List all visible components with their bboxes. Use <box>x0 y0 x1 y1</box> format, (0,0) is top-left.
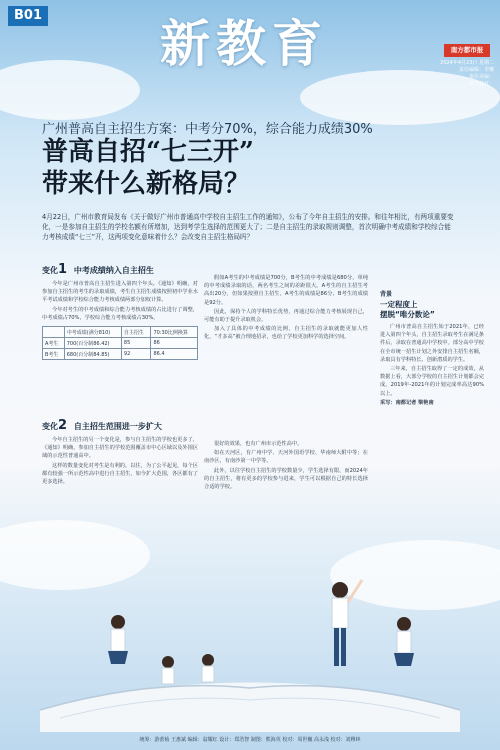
headline <box>42 136 422 200</box>
change-number: 1 <box>58 262 68 277</box>
headline-line-2: 带来什么新格局？ <box>42 169 251 199</box>
sidebar-title-line-1: 一定程度上 <box>380 300 418 309</box>
background-sidebar <box>380 290 484 407</box>
table-header-row <box>43 327 198 338</box>
byline: 采写：南都记者 梁艳南 <box>380 399 434 406</box>
paragraph: 加入了具体的中考成绩的比例，自主招生的录取就能更加人性化，“才多高”被合理地招录，也给了学校更加科学的选择空间。 <box>204 326 368 341</box>
change-1-heading <box>42 262 198 277</box>
table-row <box>43 349 198 360</box>
students-on-book-illustration <box>0 560 500 732</box>
kicker: 广州普高自主招生方案：中考分70%，综合能力成绩30% <box>42 122 373 137</box>
meta-editor: 责任编辑：李娜 <box>458 67 494 73</box>
change-label: 变化 <box>42 266 58 275</box>
change-2-heading <box>42 418 198 433</box>
score-table <box>42 326 198 360</box>
table-cell: B考生 <box>43 349 65 360</box>
paragraph: 今年自主招生的另一个变化是，参与自主招生的学校也更多了，《通知》明确，参加自主招生的学校范围覆盖市中心区域以及外围区域的示范性普通高中。 <box>42 437 198 460</box>
paragraph: 此外，以往学校自主招生的学校数量少，学生选择有限，而2024年的自主招生，将有更多的学校参与进来，学生可以根据自己的特长选择合适的学校。 <box>204 467 368 491</box>
column-2 <box>204 274 368 343</box>
table-cell: 70:30比例换算 <box>151 327 198 338</box>
meta-date: 2024年4月23日 星期二 <box>440 60 494 66</box>
sidebar-title-line-2: 摆脱“唯分数论” <box>380 310 435 319</box>
lead-paragraph: 4月22日，广州市教育局发布《关于做好广州市普通高中学校自主招生工作的通知》，公布了今年自主招生的安排。和往年相比，有两项重要变化，一是参加自主招生的学校名额有所增加，达到考学生选择的范围更大了；二是自主招生的录取规则调整，首次明确中考成绩和学校综合能力考核成绩“七三”开，这两项变化意味着什么？会改变自主招生格局吗？ <box>42 213 454 242</box>
paragraph: 如在天河区，有广州中学、天河外国语学校、华南师大附中等；在南沙区，有南沙第一中学等。 <box>204 450 368 465</box>
paragraph: 假如A考生的中考成绩是700分，B考生的中考成绩是680分，单纯的中考成绩录取的话，两名考生之间的差距很大。A考生的自主招生考高出20分，但如果按照自主招生，A考生的成绩是86分，B考生的成绩是92分。 <box>204 275 368 306</box>
paragraph: 这样的数量变化对考生是有利的。以往，为了公平起见，每个区都有较强一所示范性高中进行自主招生，如今扩大范围，各区都有了更多选择。 <box>42 462 198 486</box>
column-1 <box>42 262 198 360</box>
credits-line: 统筹：游蕾桢 王惠斌 编辑：翁耀红 设计：郑浩智 制图：熊海英 校对：周世巍 高永浅 校对：刘穆林 <box>139 737 361 743</box>
change-title: 自主招生范围进一步扩大 <box>73 422 162 431</box>
headline-line-1: 普高自招“七三开” <box>42 137 254 167</box>
table-cell: 86 <box>151 338 198 349</box>
section-title: 新教育 <box>160 14 328 73</box>
table-cell <box>43 327 65 338</box>
newspaper-logo: 南方都市报 <box>444 44 490 57</box>
change-2-body <box>42 436 198 486</box>
table-cell: 85 <box>121 338 151 349</box>
page-code: B01 <box>8 6 48 26</box>
table-row <box>43 338 198 349</box>
paragraph: 三年来，自主招生取得了一定的成效，从数据上看，大部分学校的自主招生计划都会完成。2019年-2021年的计划完成率高达90%以上。 <box>380 366 484 397</box>
sidebar-body <box>380 323 484 398</box>
paragraph: 今年是广州市普高自主招生进入第四个年头。《通知》明确，对参加自主招生的考生的录取成绩，考生自主招生成绩按照初中学业水平考试成绩和学校综合能力考核成绩两部分加权计算。 <box>42 281 198 304</box>
column-2-continued <box>204 440 368 492</box>
table-cell: 自主招生 <box>121 327 151 338</box>
table-cell: A考生 <box>43 338 65 349</box>
change-2-section <box>42 418 198 487</box>
table-cell: 中考成绩(满分810) <box>64 327 121 338</box>
cloud-decoration <box>0 60 140 120</box>
table-cell: 700(百分制86.42) <box>64 338 121 349</box>
change-1-body <box>42 280 198 322</box>
change-label: 变化 <box>42 422 58 431</box>
change-number: 2 <box>58 418 68 433</box>
meta-designer: 责任美编： <box>468 74 494 80</box>
paragraph: 很好的效果，也有广州市示范性高中。 <box>214 441 303 447</box>
masthead-meta <box>436 60 494 88</box>
sidebar-tag: 背景 <box>380 291 393 298</box>
paragraph: 今年对考生的中考成绩和综合能力考核成绩的占比进行了调整，中考成绩占70%，学校综合能力考核成绩占30%。 <box>42 306 198 321</box>
table-cell: 680(百分制84.85) <box>64 349 121 360</box>
table-cell: 86.4 <box>151 349 198 360</box>
paragraph: 广州市普高自主招生始于2021年，已经进入第四个年头，自主招生录取考生在满足条件后，录取在普通高中学校中。部分高中学校在全市统一招生计划之外安排自主招生名额，录取具有学科特长、创新潜质的学生。 <box>380 324 484 363</box>
paragraph: 因此，保持个人的学科特长优势，再通过综合能力考核展现自己，可能有助于提升录取机会。 <box>204 308 368 324</box>
change-title: 中考成绩纳入自主招生 <box>73 266 154 275</box>
table-cell: 92 <box>121 349 151 360</box>
meta-proofreader: 责任校对： <box>468 81 494 87</box>
